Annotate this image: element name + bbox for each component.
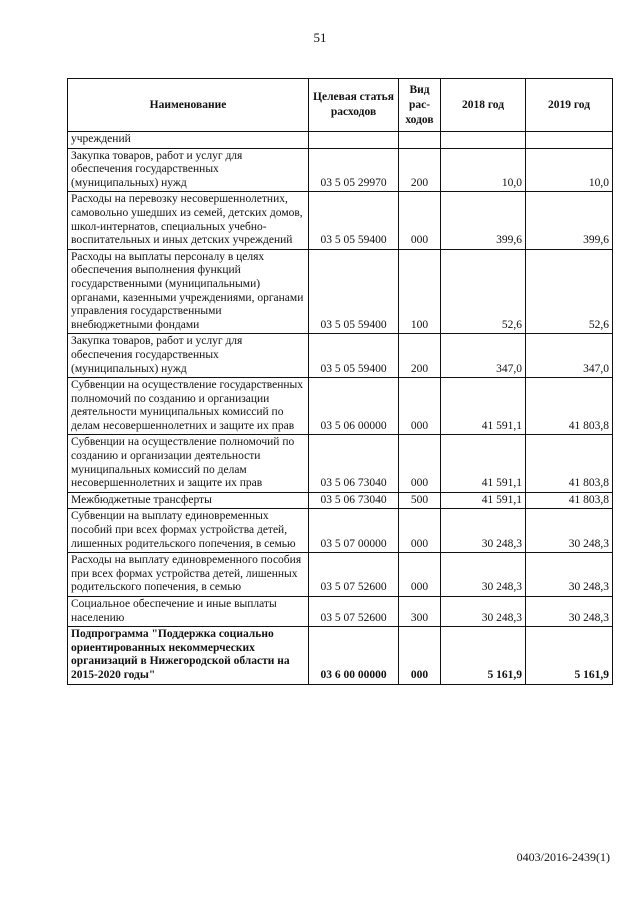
cell-2018: 10,0 — [441, 148, 526, 192]
header-2019: 2019 год — [526, 79, 613, 132]
cell-expense-type: 000 — [399, 509, 441, 553]
cell-2019: 52,6 — [526, 249, 613, 334]
cell-expense-type: 100 — [399, 249, 441, 334]
cell-name: Закупка товаров, работ и услуг для обеспечения государственных (муниципальных) нужд — [68, 334, 309, 378]
cell-name: Расходы на выплату единовременного пособия при всех формах устройства детей, лишенных родительского попечения, в семью — [68, 553, 309, 597]
table-row — [68, 334, 613, 378]
table-row — [68, 249, 613, 334]
cell-target-code: 03 5 05 29970 — [309, 148, 399, 192]
header-2018: 2018 год — [441, 79, 526, 132]
cell-2018: 399,6 — [441, 192, 526, 249]
page-number: 51 — [313, 30, 327, 45]
cell-target-code: 03 5 06 00000 — [309, 378, 399, 435]
cell-name: Социальное обеспечение и иные выплаты населению — [68, 597, 309, 627]
cell-name: учреждений — [68, 132, 309, 149]
table-row — [68, 132, 613, 149]
cell-name: Закупка товаров, работ и услуг для обеспечения государственных (муниципальных) нужд — [68, 148, 309, 192]
cell-target-code — [309, 132, 399, 149]
cell-2018: 5 161,9 — [441, 627, 526, 684]
table-row — [68, 378, 613, 435]
table-row — [68, 509, 613, 553]
cell-expense-type: 200 — [399, 148, 441, 192]
cell-name: Подпрограмма "Поддержка социально ориентированных некоммерческих организаций в Нижегородской области на 2015-2020 годы" — [68, 627, 309, 684]
cell-name: Субвенции на осуществление полномочий по созданию и организации деятельности муниципальных комиссий по делам несовершеннолетних и защите их прав — [68, 435, 309, 492]
cell-target-code: 03 5 06 73040 — [309, 435, 399, 492]
cell-expense-type: 500 — [399, 492, 441, 509]
header-target: Целевая статья расходов — [309, 79, 399, 132]
cell-2019: 41 803,8 — [526, 378, 613, 435]
cell-2019: 30 248,3 — [526, 597, 613, 627]
cell-2019: 5 161,9 — [526, 627, 613, 684]
table-row — [68, 597, 613, 627]
table-body — [68, 132, 613, 685]
cell-name: Межбюджетные трансферты — [68, 492, 309, 509]
cell-name: Субвенции на выплату единовременных пособий при всех формах устройства детей, лишенных родительского попечения, в семью — [68, 509, 309, 553]
cell-2018: 41 591,1 — [441, 378, 526, 435]
cell-2019: 10,0 — [526, 148, 613, 192]
table-row — [68, 553, 613, 597]
cell-name: Расходы на выплаты персоналу в целях обеспечения выполнения функций государственными (муниципальными) органами, казенными учреждениями, органами управления государственными внебюджетными фондами — [68, 249, 309, 334]
table-row — [68, 627, 613, 684]
cell-expense-type: 000 — [399, 435, 441, 492]
cell-expense-type: 000 — [399, 553, 441, 597]
cell-target-code: 03 5 07 52600 — [309, 553, 399, 597]
table-row — [68, 435, 613, 492]
document-code: 0403/2016-2439(1) — [516, 850, 610, 864]
table-row — [68, 192, 613, 249]
table-row — [68, 492, 613, 509]
cell-2019: 30 248,3 — [526, 509, 613, 553]
cell-expense-type: 000 — [399, 378, 441, 435]
cell-name: Расходы на перевозку несовершеннолетних, самовольно ушедших из семей, детских домов, школ-интернатов, специальных учебно-воспитательных и иных детских учреждений — [68, 192, 309, 249]
cell-2019: 30 248,3 — [526, 553, 613, 597]
cell-2018: 41 591,1 — [441, 492, 526, 509]
cell-expense-type: 200 — [399, 334, 441, 378]
cell-2019: 347,0 — [526, 334, 613, 378]
cell-expense-type: 000 — [399, 192, 441, 249]
table-row — [68, 148, 613, 192]
cell-expense-type: 000 — [399, 627, 441, 684]
budget-table — [67, 78, 613, 685]
cell-name: Субвенции на осуществление государственных полномочий по созданию и организации деятельности муниципальных комиссий по делам несовершеннолетних и защите их прав — [68, 378, 309, 435]
cell-expense-type — [399, 132, 441, 149]
header-name: Наименование — [68, 79, 309, 132]
header-type: Вид рас-ходов — [399, 79, 441, 132]
cell-target-code: 03 5 07 00000 — [309, 509, 399, 553]
cell-2019 — [526, 132, 613, 149]
cell-target-code: 03 5 06 73040 — [309, 492, 399, 509]
cell-2018: 30 248,3 — [441, 597, 526, 627]
cell-2018: 52,6 — [441, 249, 526, 334]
cell-2019: 399,6 — [526, 192, 613, 249]
cell-target-code: 03 5 05 59400 — [309, 334, 399, 378]
cell-2018 — [441, 132, 526, 149]
cell-target-code: 03 5 07 52600 — [309, 597, 399, 627]
cell-2018: 41 591,1 — [441, 435, 526, 492]
cell-2018: 30 248,3 — [441, 553, 526, 597]
cell-target-code: 03 5 05 59400 — [309, 249, 399, 334]
cell-target-code: 03 6 00 00000 — [309, 627, 399, 684]
header-row — [68, 79, 613, 132]
cell-2019: 41 803,8 — [526, 492, 613, 509]
cell-2018: 347,0 — [441, 334, 526, 378]
cell-2018: 30 248,3 — [441, 509, 526, 553]
cell-target-code: 03 5 05 59400 — [309, 192, 399, 249]
cell-expense-type: 300 — [399, 597, 441, 627]
cell-2019: 41 803,8 — [526, 435, 613, 492]
